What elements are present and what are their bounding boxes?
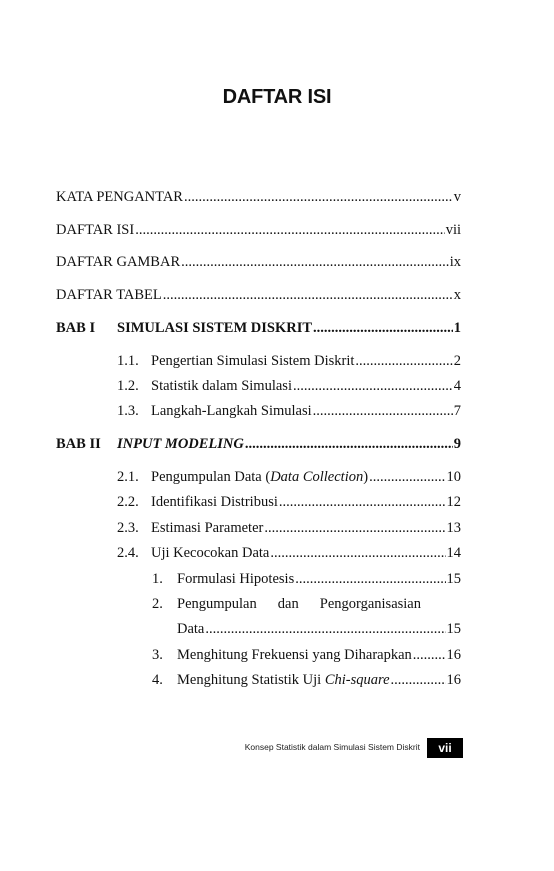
- toc-section-1-3[interactable]: [117, 403, 461, 420]
- toc-entry-daftar-gambar[interactable]: [56, 254, 461, 271]
- toc-section-2-4[interactable]: [117, 545, 461, 562]
- toc-page: 12: [446, 494, 461, 510]
- toc-subsection-2-4-2-line2[interactable]: [177, 621, 461, 638]
- toc-label: Langkah-Langkah Simulasi: [151, 403, 312, 419]
- footer-page-number: vii: [427, 738, 463, 758]
- toc-entry-kata-pengantar[interactable]: [56, 189, 461, 206]
- toc-chapter-bab-1[interactable]: [56, 320, 461, 337]
- toc-label-word: Pengorganisasian: [319, 596, 421, 612]
- toc-subsection-2-4-1[interactable]: [152, 571, 461, 588]
- toc-page: ix: [449, 254, 461, 270]
- toc-entry-daftar-tabel[interactable]: [56, 287, 461, 304]
- dot-leader: [245, 436, 453, 453]
- toc-label: DAFTAR ISI: [56, 222, 135, 238]
- toc-label: [177, 596, 421, 613]
- toc-label-part: Menghitung Statistik Uji: [177, 672, 325, 688]
- toc-chapter-bab-2[interactable]: [56, 436, 461, 453]
- dot-leader: [163, 287, 453, 304]
- toc-label-word: dan: [277, 596, 299, 612]
- dot-leader: [355, 353, 452, 370]
- dot-leader: [205, 621, 445, 638]
- toc-label: Statistik dalam Simulasi: [151, 378, 292, 394]
- toc-page: 4: [453, 378, 461, 394]
- footer-book-title: Konsep Statistik dalam Simulasi Sistem Diskrit: [244, 742, 420, 752]
- toc-page: 16: [446, 672, 461, 688]
- toc-label-italic: Data Collection: [270, 469, 364, 485]
- chapter-title: INPUT MODELING: [117, 436, 244, 452]
- toc-subsection-2-4-3[interactable]: [152, 647, 461, 664]
- toc-section-1-2[interactable]: [117, 378, 461, 395]
- toc-page: 15: [446, 621, 461, 637]
- toc-label: DAFTAR TABEL: [56, 287, 162, 303]
- toc-page: 1: [453, 320, 461, 336]
- toc-subsection-2-4-4[interactable]: [152, 672, 461, 689]
- dot-leader: [184, 189, 453, 206]
- toc-page: 16: [446, 647, 461, 663]
- toc-label-continued: Data: [177, 621, 205, 637]
- toc-page: vii: [445, 222, 461, 238]
- toc-page: 13: [446, 520, 461, 536]
- toc-label: Identifikasi Distribusi: [151, 494, 278, 510]
- subsection-number: 3.: [152, 647, 163, 663]
- toc-label-part: Pengumpulan Data (: [151, 469, 271, 485]
- dot-leader: [181, 254, 449, 271]
- toc-page: 14: [446, 545, 461, 561]
- toc-label: DAFTAR GAMBAR: [56, 254, 181, 270]
- toc-section-2-2[interactable]: [117, 494, 461, 511]
- dot-leader: [313, 403, 453, 420]
- toc-page: v: [453, 189, 461, 205]
- dot-leader: [135, 222, 444, 239]
- section-number: 1.3.: [117, 403, 139, 419]
- toc-page: 15: [446, 571, 461, 587]
- dot-leader: [413, 647, 446, 664]
- chapter-number: BAB I: [56, 320, 96, 336]
- toc-label: [151, 469, 368, 486]
- section-number: 2.1.: [117, 469, 139, 485]
- toc-entry-daftar-isi[interactable]: [56, 222, 461, 239]
- toc-page: 9: [453, 436, 461, 452]
- subsection-number: 1.: [152, 571, 163, 587]
- toc-label-word: Pengumpulan: [177, 596, 257, 612]
- toc-page: 2: [453, 353, 461, 369]
- section-number: 2.2.: [117, 494, 139, 510]
- dot-leader: [369, 469, 445, 486]
- toc-section-1-1[interactable]: [117, 353, 461, 370]
- subsection-number: 2.: [152, 596, 163, 612]
- chapter-number: BAB II: [56, 436, 101, 452]
- toc-page: 7: [453, 403, 461, 419]
- toc-subsection-2-4-2-line1[interactable]: [152, 596, 421, 613]
- dot-leader: [270, 545, 445, 562]
- dot-leader: [264, 520, 445, 537]
- section-number: 1.2.: [117, 378, 139, 394]
- toc-section-2-3[interactable]: [117, 520, 461, 537]
- toc-section-2-1[interactable]: [117, 469, 461, 486]
- section-number: 2.4.: [117, 545, 139, 561]
- toc-label: Uji Kecocokan Data: [151, 545, 270, 561]
- toc-page: x: [453, 287, 461, 303]
- section-number: 1.1.: [117, 353, 139, 369]
- dot-leader: [293, 378, 453, 395]
- toc-label: Formulasi Hipotesis: [177, 571, 295, 587]
- subsection-number: 4.: [152, 672, 163, 688]
- dot-leader: [391, 672, 446, 689]
- toc-label: Pengertian Simulasi Sistem Diskrit: [151, 353, 355, 369]
- chapter-title: SIMULASI SISTEM DISKRIT: [117, 320, 313, 336]
- page-title: DAFTAR ISI: [222, 86, 332, 108]
- toc-label: Estimasi Parameter: [151, 520, 264, 536]
- dot-leader: [295, 571, 445, 588]
- toc-label: Menghitung Frekuensi yang Diharapkan: [177, 647, 412, 663]
- toc-label: KATA PENGANTAR: [56, 189, 183, 205]
- dot-leader: [279, 494, 446, 511]
- toc-label-part: ): [363, 469, 369, 485]
- page-footer: [0, 738, 554, 758]
- toc-label: [177, 672, 390, 689]
- toc-label-italic: Chi-square: [324, 672, 390, 688]
- dot-leader: [313, 320, 453, 337]
- section-number: 2.3.: [117, 520, 139, 536]
- toc-page: 10: [446, 469, 461, 485]
